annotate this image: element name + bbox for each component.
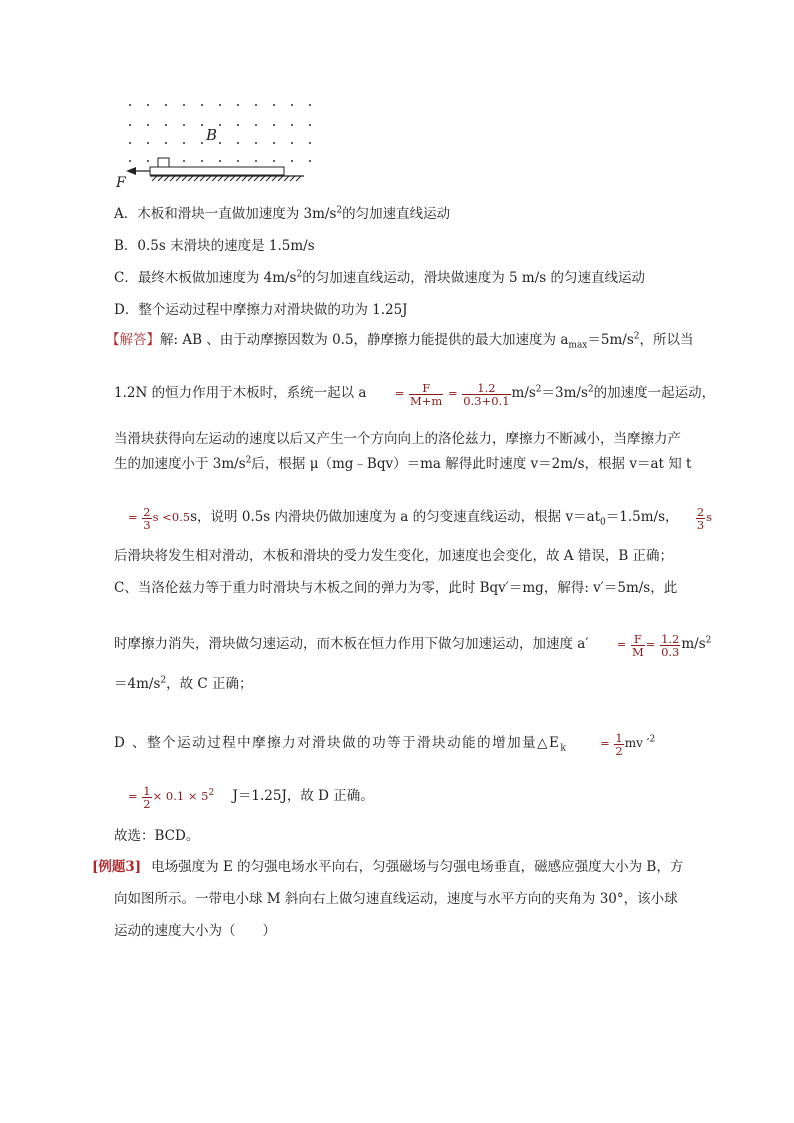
solution-text: ，故 C 正确；	[166, 676, 253, 692]
fraction	[409, 382, 443, 407]
math-eq: =	[128, 510, 138, 524]
frac-num: F	[409, 382, 443, 395]
fraction	[462, 382, 510, 407]
solution-line-11	[128, 783, 374, 810]
solution-sup: 2	[160, 675, 167, 686]
solution-sup: 2	[705, 635, 712, 646]
solution-line-3	[114, 429, 681, 449]
frac-den: M	[632, 644, 644, 659]
frac-num: 2	[696, 504, 705, 519]
solution-line-9	[114, 674, 253, 694]
solution-text: ＝4m/s	[114, 676, 161, 692]
solution-sup: 2	[587, 384, 594, 395]
math-eq: =	[616, 637, 627, 651]
formula-a-prime	[616, 631, 682, 659]
solution-text: D 、整个运动过程中摩擦力对滑块做的功等于滑块动能的增加量△E	[114, 735, 561, 751]
frac-den: 2	[615, 743, 623, 758]
solution-line-4	[114, 454, 691, 474]
fraction	[696, 506, 705, 531]
option-d	[114, 300, 408, 320]
solution-text: J＝1.25J，故 D 正确。	[232, 788, 374, 804]
solution-line-5	[128, 504, 712, 531]
solution-text: 解: AB 、由于动摩擦因数为 0.5，静摩擦力能提供的最大加速度为 a	[160, 332, 569, 348]
formula-ek	[600, 730, 625, 758]
option-c	[114, 268, 645, 288]
option-c-sup: 2	[296, 269, 303, 280]
solution-text: C、当洛伦兹力等于重力时滑块与木板之间的弹力为零，此时 Bqv′＝mg，解得: v′＝5m/s，此	[114, 580, 678, 596]
fraction	[614, 732, 623, 757]
solution-tag: 【解答】	[106, 332, 160, 348]
example-text: 向如图所示。一带电小球 M 斜向右上做匀速直线运动，速度与水平方向的夹角为 30°，该小球	[114, 891, 678, 907]
physics-figure	[112, 95, 322, 194]
solution-text: 生的加速度小于 3m/s	[114, 456, 246, 472]
math-eq: =	[128, 789, 138, 803]
solution-sup: 2	[535, 384, 542, 395]
solution-text: ＝3m/s	[541, 385, 588, 401]
answer-text: 故选：BCD。	[114, 828, 200, 844]
solution-sub: k	[560, 743, 566, 754]
solution-sup: 2	[245, 455, 252, 466]
frac-num: F	[631, 633, 645, 646]
option-b	[114, 236, 315, 256]
math-eq: =	[600, 736, 610, 750]
formula-t-right	[695, 504, 713, 532]
solution-sup: 2	[633, 331, 640, 342]
force-label-f: F	[116, 175, 126, 190]
frac-num: 1.2	[462, 382, 510, 395]
fraction	[660, 633, 680, 658]
solution-text: 后滑块将发生相对滑动，木板和滑块的受力发生变化，加速度也会变化，故 A 错误，B 正确；	[114, 548, 674, 564]
solution-line-6	[114, 546, 673, 566]
frac-den: 3	[696, 517, 705, 532]
board-slider-diagram	[112, 95, 322, 190]
wooden-board	[150, 167, 284, 175]
solution-text: m/s	[511, 385, 536, 401]
math-sup: 2	[208, 788, 215, 799]
frac-num: 1.2	[661, 631, 680, 646]
math-eq: =	[448, 386, 458, 400]
solution-text: m/s	[681, 636, 706, 652]
magnetic-field-dots	[129, 104, 311, 162]
formula-t	[128, 504, 191, 532]
solution-line-7	[114, 578, 677, 598]
option-a-sup: 2	[336, 205, 343, 216]
formula-a	[394, 380, 512, 408]
solution-sub: max	[568, 340, 588, 351]
solution-text: 时摩擦力消失，滑块做匀速运动，而木板在恒力作用下做匀加速运动，加速度 a′	[114, 636, 589, 652]
math-unit: s	[706, 510, 713, 524]
example-text: 运动的速度大小为（ ）	[114, 923, 276, 939]
solution-line-1	[106, 330, 694, 350]
math-eq: =	[645, 637, 656, 651]
option-c-text-end: 的匀加速直线运动，滑块做速度为 5 m/s 的匀速直线运动	[302, 270, 645, 286]
solution-text: 的加速度一起运动，	[593, 385, 716, 401]
option-a-text-end: 的匀加速直线运动	[342, 206, 451, 222]
frac-den: 0.3+0.1	[463, 393, 510, 408]
example-line-3	[114, 921, 276, 941]
option-d-text: D．整个运动过程中摩擦力对滑块做的功为 1.25J	[114, 302, 408, 318]
solution-text: mv ′	[624, 736, 650, 750]
formula-work	[128, 783, 215, 811]
option-b-text: B．0.5s 末滑块的速度是 1.5m/s	[114, 238, 315, 254]
solution-text: ＝1.5m/s，	[605, 509, 679, 525]
solution-sup: 2	[649, 734, 656, 745]
math-expr: × 0.1 × 5	[152, 789, 209, 803]
ground-hatching	[152, 176, 301, 181]
frac-num: 1	[143, 783, 151, 798]
option-c-text: C．最终木板做加速度为 4m/s	[114, 270, 297, 286]
solution-text: ，所以当	[639, 332, 694, 348]
solution-text: 1.2N 的恒力作用于木板时，系统一起以 a	[114, 385, 367, 401]
frac-den: 3	[143, 517, 151, 532]
example-text: 电场强度为 E 的匀强电场水平向右，匀强磁场与匀强电场垂直，磁感应强度大小为 B，方	[151, 859, 684, 875]
math-expr: s <0.5	[152, 510, 191, 524]
solution-sub: 0	[600, 517, 606, 528]
solution-line-8	[114, 631, 711, 658]
option-a-text: A．木板和滑块一直做加速度为 3m/s	[114, 206, 337, 222]
example-tag: [例题3]	[92, 859, 142, 875]
solution-text: 当滑块获得向左运动的速度以后又产生一个方向向上的洛伦兹力，摩擦力不断减小，当摩擦力产	[114, 431, 681, 447]
frac-num: 1	[615, 730, 623, 745]
fraction	[631, 633, 645, 658]
fraction	[142, 785, 151, 810]
math-eq: =	[394, 386, 405, 400]
frac-den: M+m	[410, 393, 443, 408]
force-arrow-head	[126, 167, 136, 175]
solution-line-2	[114, 380, 715, 407]
solution-text: s，说明 0.5s 内滑块仍做加速度为 a 的匀变速直线运动，根据 v＝at	[190, 509, 601, 525]
slider-block	[158, 158, 169, 167]
field-label-b: B	[206, 126, 218, 144]
frac-den: 2	[143, 796, 151, 811]
example-line-2	[114, 889, 678, 909]
frac-num: 2	[143, 504, 151, 519]
option-a	[114, 204, 450, 224]
frac-den: 0.3	[661, 644, 680, 659]
solution-line-10	[114, 730, 655, 757]
solution-text: ＝5m/s	[587, 332, 634, 348]
solution-text: 后，根据 μ（mg﹣Bqv）＝ma 解得此时速度 v＝2m/s，根据 v＝at 知 t	[251, 456, 692, 472]
answer-line	[114, 826, 199, 846]
example-line-1	[92, 857, 683, 877]
fraction	[142, 506, 151, 531]
